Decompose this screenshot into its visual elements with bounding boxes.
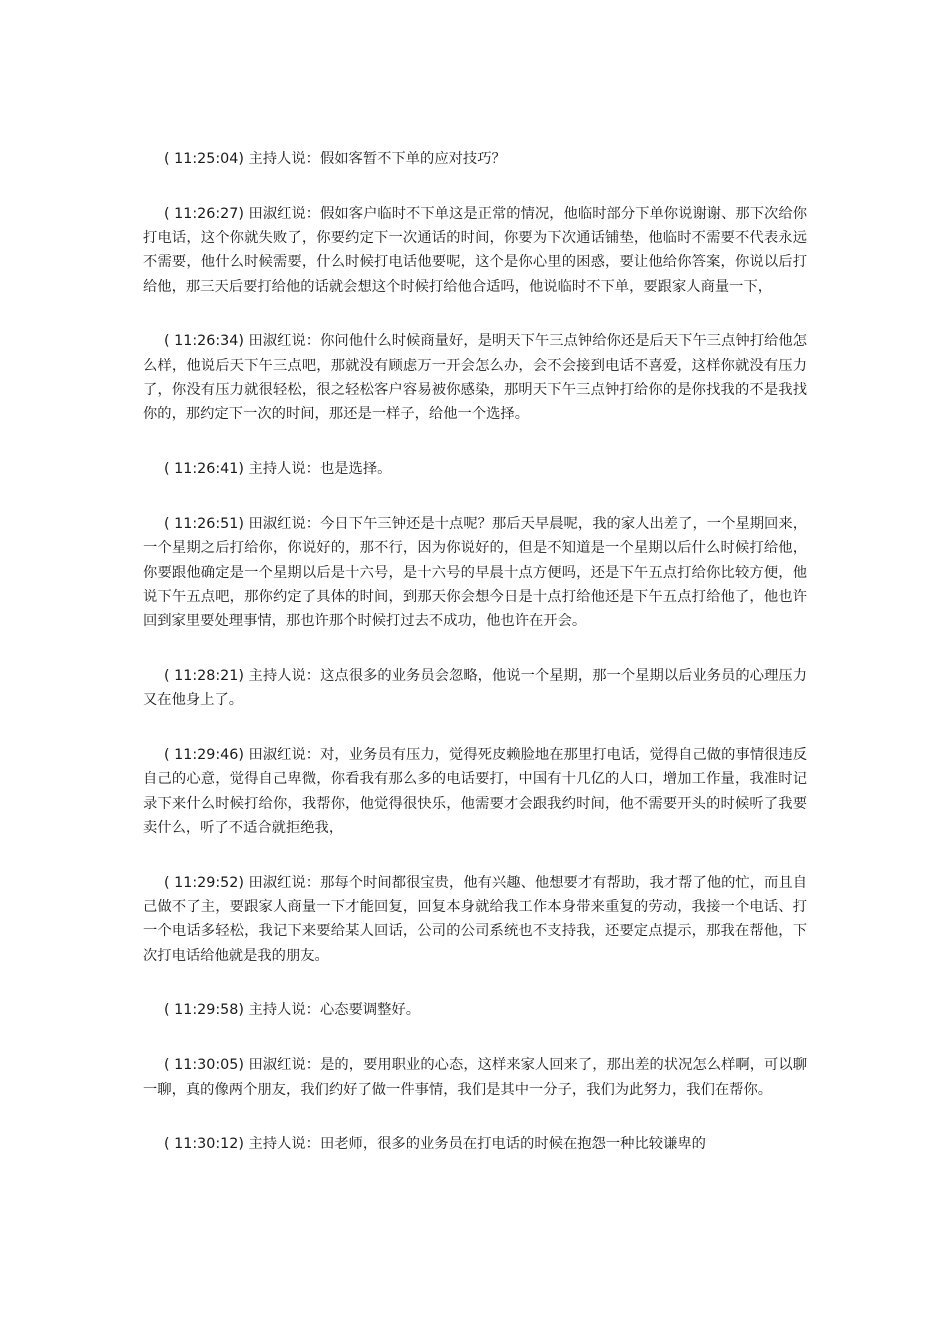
timestamp: ( 11:26:34): [164, 333, 244, 350]
transcript-entry: [143, 1132, 807, 1156]
transcript-entry: [143, 329, 807, 426]
transcript-entry: [143, 147, 807, 171]
transcript-entry: [143, 457, 807, 481]
entry-text: 主持人说：假如客暂不下单的应对技巧？: [243, 151, 506, 167]
transcript-entry: [143, 664, 807, 713]
transcript-entry: [143, 202, 807, 299]
entry-text: 田淑红说：假如客户临时不下单这是正常的情况，他临时部分下单你说谢谢、那下次给你打电话，这个你就失败了，你要约定下一次通话的时间，你要为下次通话铺垫，他临时不需要不代表永远不需要，他什么时候需要，什么时候打电话他要呢，这个是你心里的困惑，要让他给你答案，你说以后打给他，那三天后要打给他的话就会想这个时候打给他合适吗，他说临时不下单，要跟家人商量一下，: [143, 205, 807, 295]
transcript-body: [143, 147, 807, 1187]
entry-text: 田淑红说：你问他什么时候商量好，是明天下午三点钟给你还是后天下午三点钟打给他怎么样，他说后天下午三点吧，那就没有顾虑万一开会怎么办，会不会接到电话不喜爱，这样你就没有压力了，你没有压力就很轻松，很之轻松客户容易被你感染，那明天下午三点钟打给你的是你找我的不是我找你的，那约定下一次的时间，那还是一样子，给他一个选择。: [143, 333, 807, 423]
timestamp: ( 11:26:41): [164, 461, 244, 478]
entry-text: 田淑红说：是的，要用职业的心态，这样来家人回来了，那出差的状况怎么样啊，可以聊一聊，真的像两个朋友，我们约好了做一件事情，我们是其中一分子，我们为此努力，我们在帮你。: [143, 1057, 807, 1098]
entry-text: 田淑红说：那每个时间都很宝贵，他有兴趣、他想要才有帮助，我才帮了他的忙，而且自己做不了主，要跟家人商量一下才能回复，回复本身就给我工作本身带来重复的劳动，我接一个电话、打一个电话多轻松，我记下来要给某人回话，公司的公司系统也不支持我，还要定点提示，那我在帮他，下次打电话给他就是我的朋友。: [143, 874, 807, 964]
timestamp: ( 11:25:04): [164, 151, 244, 167]
timestamp: ( 11:29:52): [164, 874, 244, 891]
timestamp: ( 11:26:27): [164, 205, 244, 222]
timestamp: ( 11:30:12): [164, 1136, 244, 1153]
entry-text: 主持人说：心态要调整好。: [243, 1002, 421, 1019]
timestamp: ( 11:29:58): [164, 1002, 244, 1019]
timestamp: ( 11:30:05): [164, 1057, 244, 1074]
timestamp: ( 11:26:51): [164, 515, 244, 532]
transcript-entry: [143, 1053, 807, 1102]
entry-text: 田淑红说：今日下午三钟还是十点呢？那后天早晨呢，我的家人出差了，一个星期回来，一个星期之后打给你，你说好的，那不行，因为你说好的，但是不知道是一个星期以后什么时候打给他，你要跟他确定是一个星期以后是十六号，是十六号的早晨十点方便吗，还是下午五点打给你比较方便，他说下午五点吧，那你约定了具体的时间，到那天你会想今日是十点打给他还是下午五点打给他了，他也许回到家里要处理事情，那也许那个时候打过去不成功，他也许在开会。: [143, 515, 807, 630]
entry-text: 主持人说：也是选择。: [243, 461, 392, 478]
transcript-entry: [143, 743, 807, 840]
transcript-entry: [143, 512, 807, 633]
entry-text: 主持人说：田老师，很多的业务员在打电话的时候在抱怨一种比较谦卑的: [243, 1136, 706, 1153]
entry-text: 主持人说：这点很多的业务员会忽略，他说一个星期，那一个星期以后业务员的心理压力又在他身上了。: [143, 667, 807, 709]
entry-text: 田淑红说：对，业务员有压力，觉得死皮赖脸地在那里打电话，觉得自己做的事情很违反自己的心意，觉得自己卑微，你看我有那么多的电话要打，中国有十几亿的人口，增加工作量，我准时记录下来什么时候打给你，我帮你，他觉得很快乐，他需要才会跟我约时间，他不需要开头的时候听了我要卖什么，听了不适合就拒绝我，: [143, 747, 807, 836]
timestamp: ( 11:29:46): [164, 747, 244, 764]
transcript-entry: [143, 998, 807, 1022]
transcript-entry: [143, 871, 807, 968]
timestamp: ( 11:28:21): [164, 667, 244, 684]
